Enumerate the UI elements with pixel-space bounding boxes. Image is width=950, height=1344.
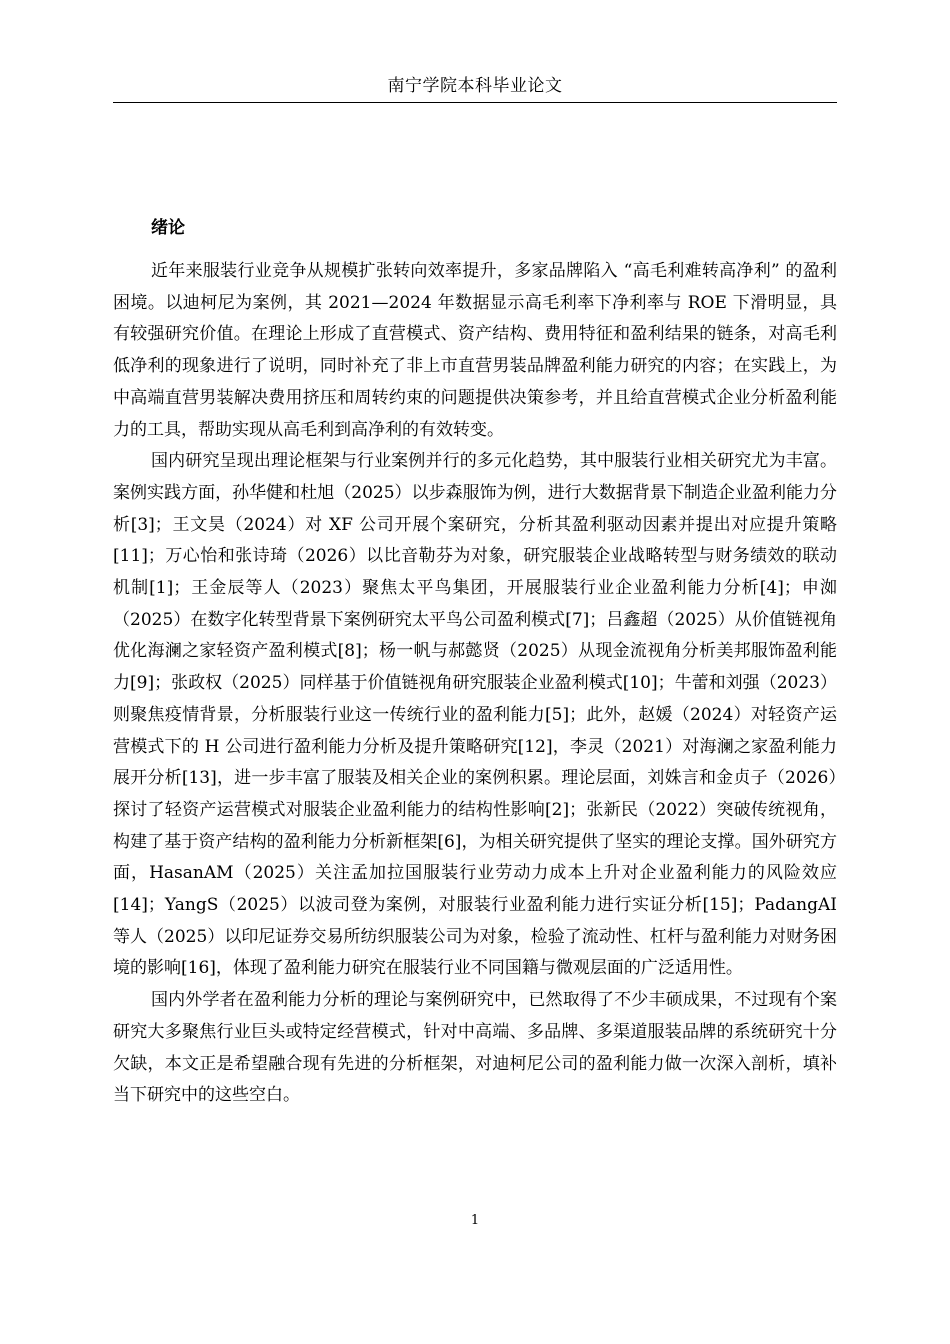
paragraph-literature-review: 国内研究呈现出理论框架与行业案例并行的多元化趋势，其中服装行业相关研究尤为丰富。案例实践方面，孙华健和杜旭（2025）以步森服饰为例，进行大数据背景下制造企业盈利能力分析[3]；王文昊（2024）对 XF 公司开展个案研究，分析其盈利驱动因素并提出对应提升策略[11]；万心怡和张诗琦（2026）以比音勒芬为对象，研究服装企业战略转型与财务绩效的联动机制[1]；王金辰等人（2023）聚焦太平鸟集团，开展服装行业企业盈利能力分析[4]；申洳（2025）在数字化转型背景下案例研究太平鸟公司盈利模式[7]；吕鑫超（2025）从价值链视角优化海澜之家轻资产盈利模式[8]；杨一帆与郝懿贤（2025）从现金流视角分析美邦服饰盈利能力[9]；张政权（2025）同样基于价值链视角研究服装企业盈利模式[10]；牛蕾和刘强（2023）则聚焦疫情背景，分析服装行业这一传统行业的盈利能力[5]；此外，赵媛（2024）对轻资产运营模式下的 H 公司进行盈利能力分析及提升策略研究[12]，李灵（2021）对海澜之家盈利能力展开分析[13]，进一步丰富了服装及相关企业的案例积累。理论层面，刘姝言和金贞子（2026）探讨了轻资产运营模式对服装企业盈利能力的结构性影响[2]；张新民（2022）突破传统视角，构建了基于资产结构的盈利能力分析新框架[6]，为相关研究提供了坚实的理论支撑。国外研究方面，HasanAM（2025）关注孟加拉国服装行业劳动力成本上升对企业盈利能力的风险效应[14]；YangS（2025）以波司登为案例，对服装行业盈利能力进行实证分析[15]；PadangAI 等人（2025）以印尼证券交易所纺织服装公司为对象，检验了流动性、杠杆与盈利能力对财务困境的影响[16]，体现了盈利能力研究在服装行业不同国籍与微观层面的广泛适用性。 — [113, 451, 837, 979]
paragraph-research-gap: 国内外学者在盈利能力分析的理论与案例研究中，已然取得了不少丰硕成果，不过现有个案研究大多聚焦行业巨头或特定经营模式，针对中高端、多品牌、多渠道服装品牌的系统研究十分欠缺，本文正是希望融合现有先进的分析框架，对迪柯尼公司的盈利能力做一次深入剖析，填补当下研究中的这些空白。 — [113, 990, 837, 1106]
page-number: 1 — [470, 1213, 480, 1228]
header-divider — [113, 102, 837, 103]
page-header-title: 南宁学院本科毕业论文 — [387, 76, 563, 96]
body-text — [113, 256, 837, 1112]
paragraph-intro: 近年来服装行业竞争从规模扩张转向效率提升，多家品牌陷入 “高毛利难转高净利” 的盈利困境。以迪柯尼为案例，其 2021—2024 年数据显示高毛利率下净利率与 ROE 下滑明显，具有较强研究价值。在理论上形成了直营模式、资产结构、费用特征和盈利结果的链条，对高毛利低净利的现象进行了说明，同时补充了非上市直营男装品牌盈利能力研究的内容；在实践上，为中高端直营男装解决费用挤压和周转约束的问题提供决策参考，并且给直营模式企业分析盈利能力的工具，帮助实现从高毛利到高净利的有效转变。 — [113, 261, 837, 440]
section-heading: 绪论 — [151, 218, 185, 238]
